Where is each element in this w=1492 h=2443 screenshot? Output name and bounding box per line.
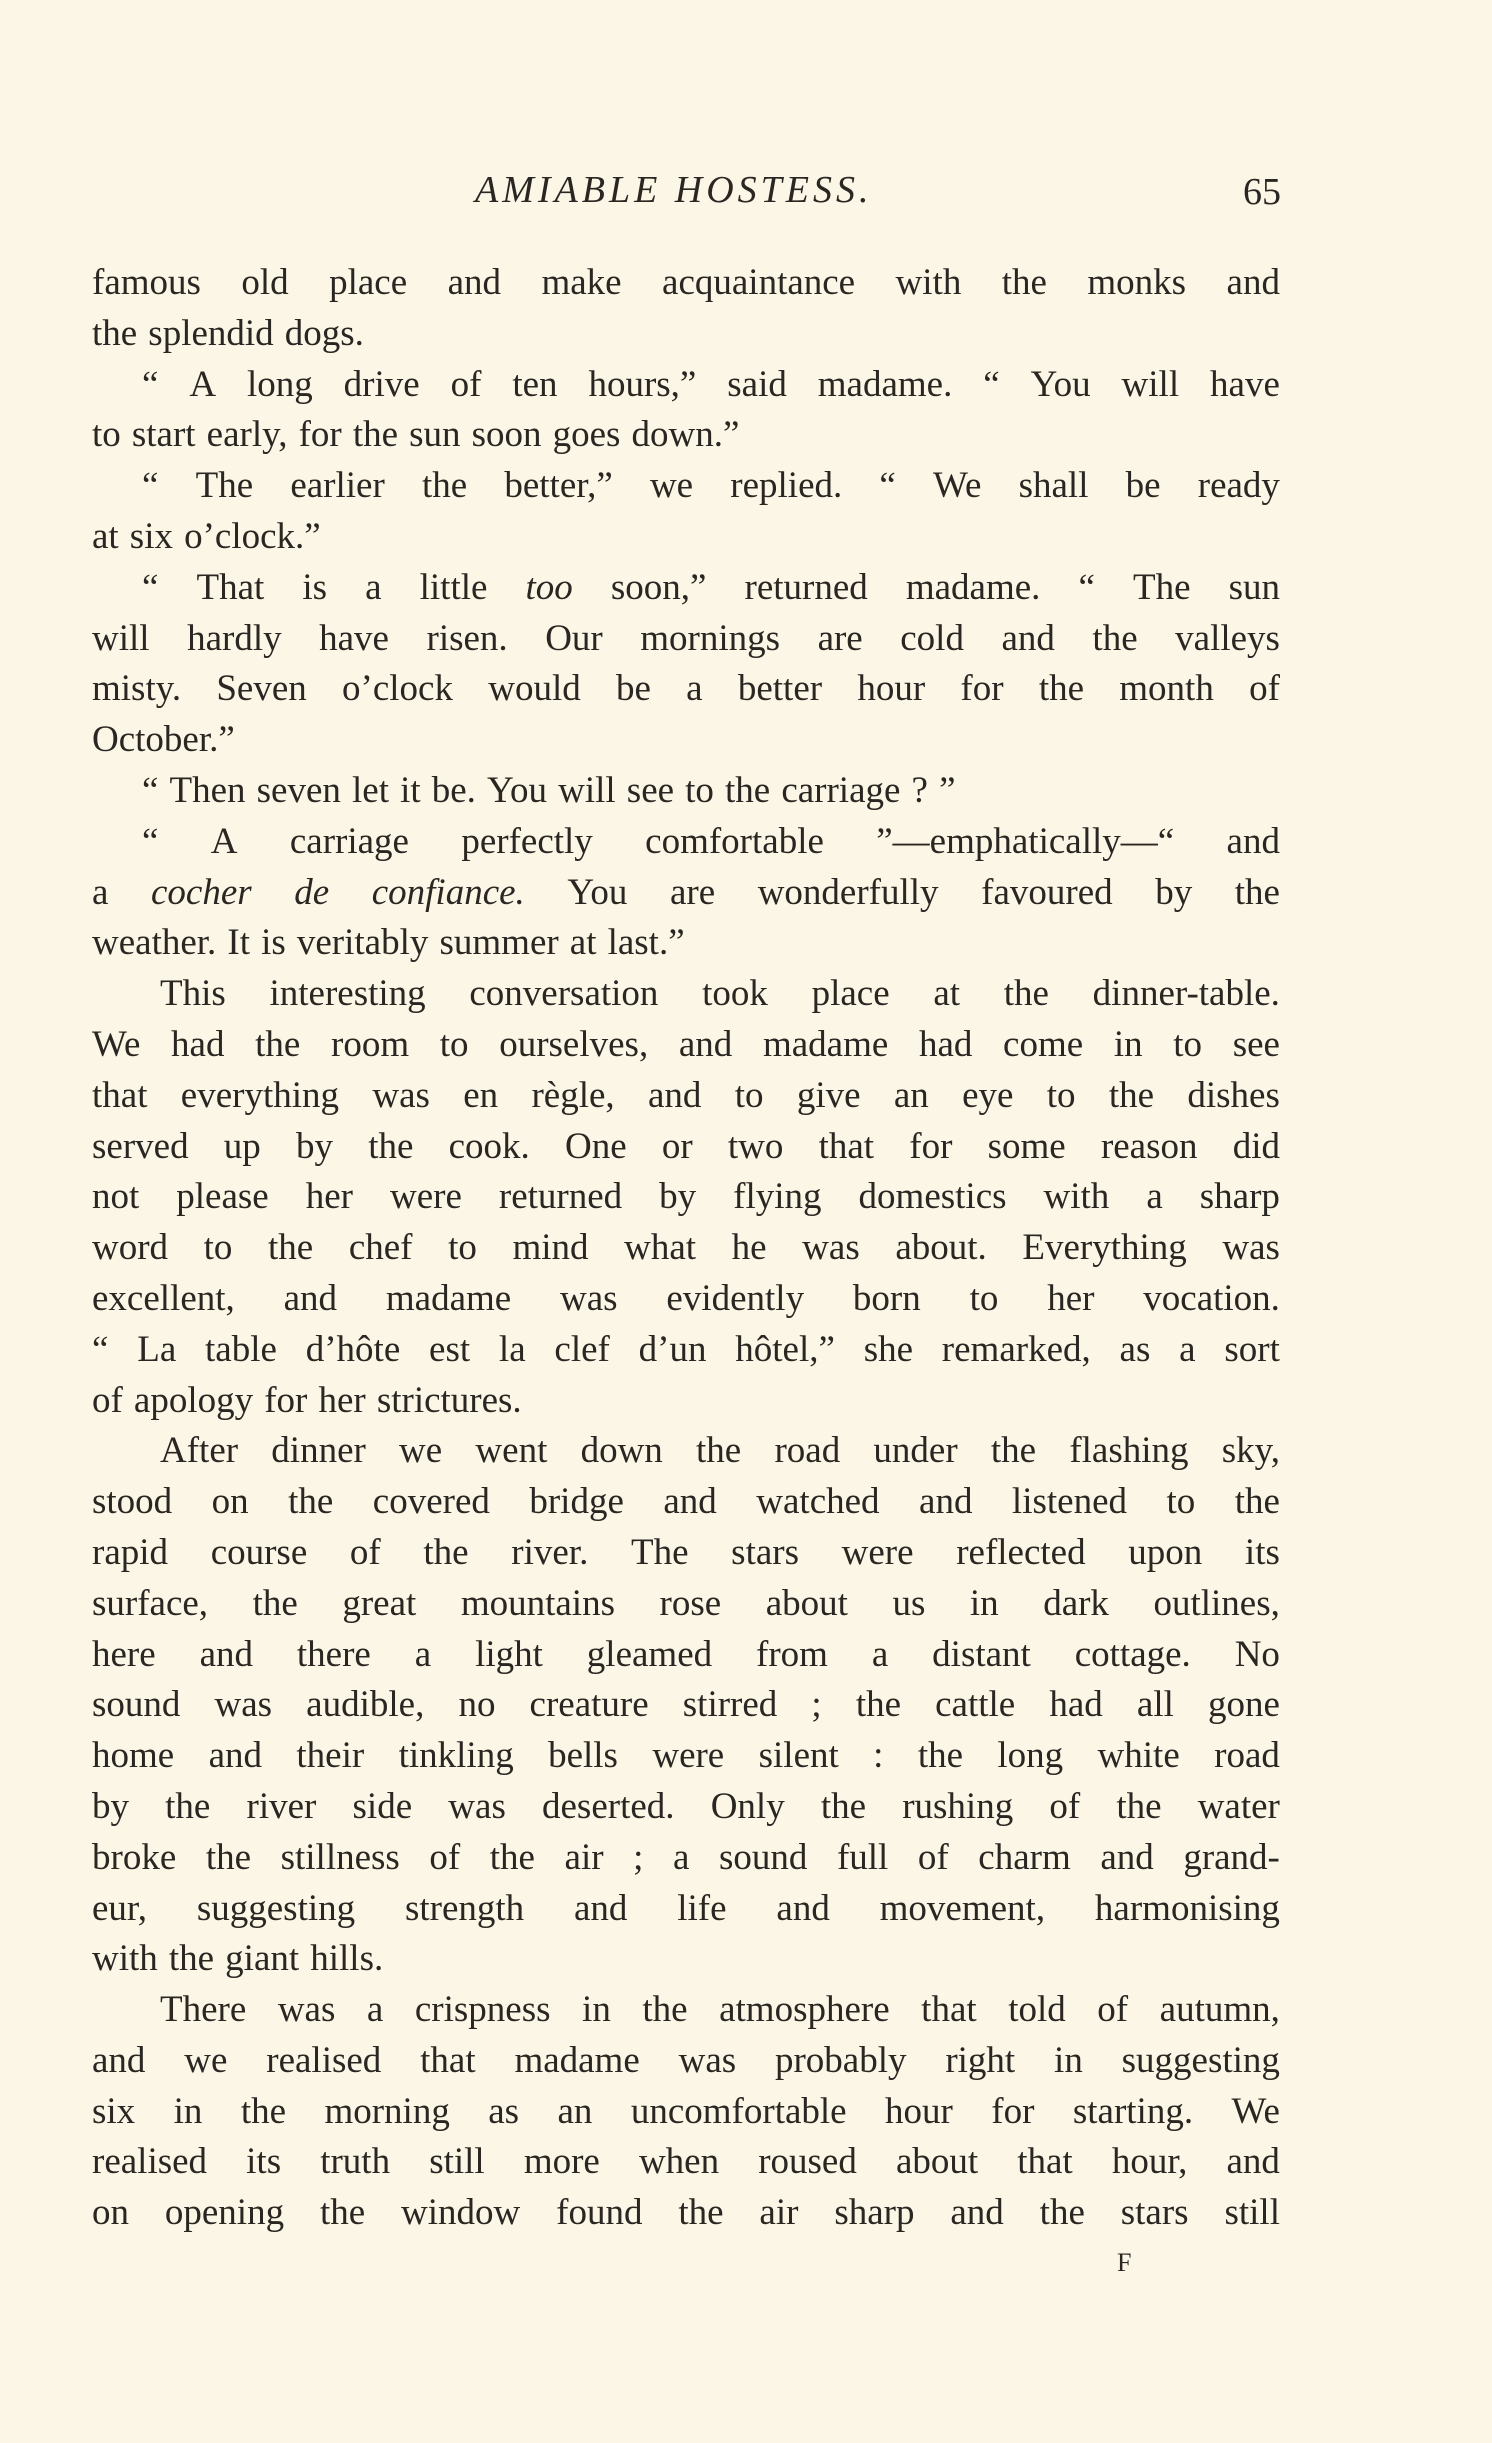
text-line: a cocher de confiance. You are wonderfully favoured by the xyxy=(92,871,1280,913)
text-line: “ La table d’hôte est la clef d’un hôtel,” she remarked, as a sort xyxy=(92,1328,1280,1370)
text-line: This interesting conversation took place at the dinner-table. xyxy=(160,973,1280,1015)
text-line: “ The earlier the better,” we replied. “ We shall be ready xyxy=(142,465,1280,507)
text-line: “ A carriage perfectly comfortable ”—emphatically—“ and xyxy=(142,820,1280,862)
text-line: on opening the window found the air sharp and the stars still xyxy=(92,2192,1280,2234)
text-line: There was a crispness in the atmosphere that told of autumn, xyxy=(160,1989,1280,2031)
text-line: We had the room to ourselves, and madame had come in to see xyxy=(92,1023,1280,1065)
text-line: realised its truth still more when roused about that hour, and xyxy=(92,2141,1280,2183)
text-line: weather. It is veritably summer at last.” xyxy=(92,922,685,964)
text-line: “ Then seven let it be. You will see to the carriage ? ” xyxy=(142,769,956,811)
running-head xyxy=(0,168,1492,218)
text-line: by the river side was deserted. Only the rushing of the water xyxy=(92,1785,1280,1827)
text-line: “ A long drive of ten hours,” said madame. “ You will have xyxy=(142,363,1280,405)
body-text xyxy=(92,258,1280,2239)
text-line: and we realised that madame was probably right in suggesting xyxy=(92,2039,1280,2081)
text-line: of apology for her strictures. xyxy=(92,1379,522,1421)
text-line: at six o’clock.” xyxy=(92,515,321,557)
text-line: rapid course of the river. The stars were reflected upon its xyxy=(92,1531,1280,1573)
text-line: here and there a light gleamed from a distant cottage. No xyxy=(92,1633,1280,1675)
text-line: surface, the great mountains rose about us in dark outlines, xyxy=(92,1582,1280,1624)
text-line: After dinner we went down the road under the flashing sky, xyxy=(160,1430,1280,1472)
text-line: word to the chef to mind what he was about. Everything was xyxy=(92,1227,1280,1269)
text-line: six in the morning as an uncomfortable hour for starting. We xyxy=(92,2090,1280,2132)
text-line: excellent, and madame was evidently born to her vocation. xyxy=(92,1277,1280,1319)
text-line: to start early, for the sun soon goes down.” xyxy=(92,414,740,456)
text-line: with the giant hills. xyxy=(92,1938,384,1980)
text-line: the splendid dogs. xyxy=(92,312,364,354)
text-line: misty. Seven o’clock would be a better hour for the month of xyxy=(92,668,1280,710)
text-line: not please her were returned by flying domestics with a sharp xyxy=(92,1176,1280,1218)
text-line: stood on the covered bridge and watched and listened to the xyxy=(92,1481,1280,1523)
text-line: that everything was en règle, and to give an eye to the dishes xyxy=(92,1074,1280,1116)
text-line: October.” xyxy=(92,719,235,761)
running-title: AMIABLE HOSTESS. xyxy=(475,169,873,211)
text-line: home and their tinkling bells were silent : the long white road xyxy=(92,1735,1280,1777)
text-line: “ That is a little too soon,” returned madame. “ The sun xyxy=(142,566,1280,608)
page-number: 65 xyxy=(1243,171,1281,213)
signature-mark: F xyxy=(1117,2248,1133,2277)
text-line: famous old place and make acquaintance with the monks and xyxy=(92,262,1280,303)
text-line: will hardly have risen. Our mornings are cold and the valleys xyxy=(92,617,1280,659)
text-line: sound was audible, no creature stirred ; the cattle had all gone xyxy=(92,1684,1280,1726)
text-line: eur, suggesting strength and life and movement, harmonising xyxy=(92,1887,1280,1929)
text-line: broke the stillness of the air ; a sound full of charm and grand- xyxy=(92,1836,1280,1878)
text-line: served up by the cook. One or two that for some reason did xyxy=(92,1125,1280,1167)
